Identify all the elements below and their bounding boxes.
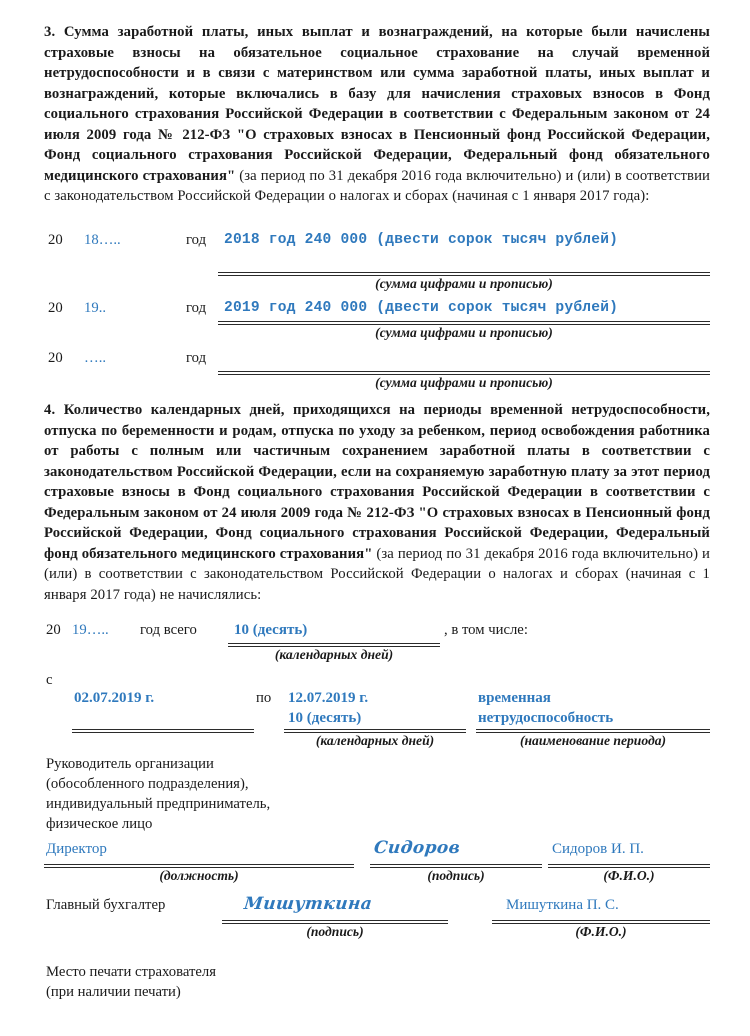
head-title-line: Руководитель организации — [46, 756, 214, 772]
year-suffix-input[interactable]: 19.. — [84, 300, 107, 316]
stamp-note-line2: (при наличии печати) — [46, 984, 181, 1000]
total-year-word: год всего — [140, 622, 197, 638]
period-to-label: по — [256, 690, 272, 706]
section-3-paragraph — [44, 22, 710, 207]
section-4-paragraph — [44, 400, 710, 605]
period-from-rule — [72, 729, 254, 733]
period-from-label: с — [46, 672, 53, 688]
section-3-number: 3. — [44, 24, 56, 40]
section-4-number: 4. — [44, 402, 56, 418]
period-to-input[interactable]: 12.07.2019 г. — [288, 690, 369, 706]
director-signature-caption: (подпись) — [427, 868, 485, 883]
period-days-input[interactable]: 10 (десять) — [288, 710, 362, 726]
year-suffix-input[interactable]: 18….. — [84, 232, 121, 248]
section-3-text-bold: Сумма заработной платы, иных выплат и вознаграждений, на которые были начислены страховые взносы на обязательное социальное страхование на случай временной нетрудоспособности и в связи с материнством или сумма заработной платы, иных выплат и вознаграждений, которые включались в базу для начисления страховых взносов в Фонд социального страхования Российской Федерации в соответствии с Федеральным законом от 24 июля 2009 года № 212-ФЗ "О страховых взносах в Пенсионный фонд Российской Федерации, Фонд социального страхования Российской Федерации, Федеральный фонд обязательного медицинского страхования" — [44, 24, 710, 184]
head-title-line: (обособленного подразделения), — [46, 776, 249, 792]
director-signature-mark[interactable]: Сидоров — [372, 838, 462, 858]
year-word: год — [186, 300, 207, 316]
period-name-line2[interactable]: нетрудоспособность — [478, 710, 614, 726]
period-from-input[interactable]: 02.07.2019 г. — [74, 690, 155, 706]
period-name-line1[interactable]: временная — [478, 690, 551, 706]
total-year-prefix: 20 — [46, 622, 61, 638]
amount-value-input[interactable]: 2018 год 240 000 (двести сорок тысяч рублей) — [224, 232, 619, 248]
accountant-signature-mark[interactable]: Мишуткина — [242, 894, 374, 914]
amount-caption: (сумма цифрами и прописью) — [375, 375, 553, 390]
year-word: год — [186, 232, 207, 248]
period-name-caption: (наименование периода) — [519, 733, 667, 748]
accountant-fio-input[interactable]: Мишуткина П. С. — [506, 897, 619, 913]
amount-value-input[interactable]: 2019 год 240 000 (двести сорок тысяч рублей) — [224, 300, 619, 316]
accountant-signature-caption: (подпись) — [306, 924, 364, 939]
year-word: год — [186, 350, 207, 366]
year-suffix-input[interactable]: ….. — [84, 350, 107, 366]
year-prefix: 20 — [48, 350, 63, 366]
head-title-line: индивидуальный предприниматель, — [46, 796, 271, 812]
period-days-caption: (календарных дней) — [315, 733, 435, 748]
total-days-input[interactable]: 10 (десять) — [234, 622, 308, 638]
director-fio-caption: (Ф.И.О.) — [603, 868, 655, 883]
year-prefix: 20 — [48, 232, 63, 248]
year-prefix: 20 — [48, 300, 63, 316]
director-position-caption: (должность) — [159, 868, 239, 883]
stamp-note-line1: Место печати страхователя — [46, 964, 217, 980]
section-4-text-bold: Количество календарных дней, приходящихся на периоды временной нетрудоспособности, отпуска по беременности и родам, отпуска по уходу за ребенком, период освобождения работника от работы с полным или частичным сохранением заработной платы в соответствии с законодательством Российской Федерации, если на сохраняемую заработную плату за этот период страховые взносы в Фонд социального страхования Российской Федерации в соответствии с Федеральным законом от 24 июля 2009 года № 212-ФЗ "О страховых взносах в Пенсионный фонд Российской Федерации, Фонд социального страхования Российской Федерации, Федеральный фонд обязательного медицинского страхования" — [44, 402, 710, 562]
total-year-suffix-input[interactable]: 19….. — [72, 622, 109, 638]
accountant-fio-caption: (Ф.И.О.) — [575, 924, 627, 939]
section-4-text-regular: (за период по 31 декабря 2016 года включительно) и (или) в соответствии с законодательством Российской Федерации о налогах и сборах (начиная с 1 января 2017 года) не начислялись: — [44, 545, 710, 603]
director-position-input[interactable]: Директор — [46, 841, 107, 857]
director-fio-input[interactable]: Сидоров И. П. — [552, 841, 644, 857]
amount-caption: (сумма цифрами и прописью) — [375, 276, 553, 291]
total-days-tail: , в том числе: — [444, 622, 528, 638]
total-days-caption: (календарных дней) — [274, 647, 394, 662]
amount-caption: (сумма цифрами и прописью) — [375, 325, 553, 340]
head-title-line: физическое лицо — [46, 816, 153, 832]
accountant-label: Главный бухгалтер — [46, 897, 166, 913]
section-3-text-regular: (за период по 31 декабря 2016 года включительно) и (или) в соответствии с законодательством Российской Федерации о налогах и сборах (начиная с 1 января 2017 года): — [44, 167, 710, 204]
